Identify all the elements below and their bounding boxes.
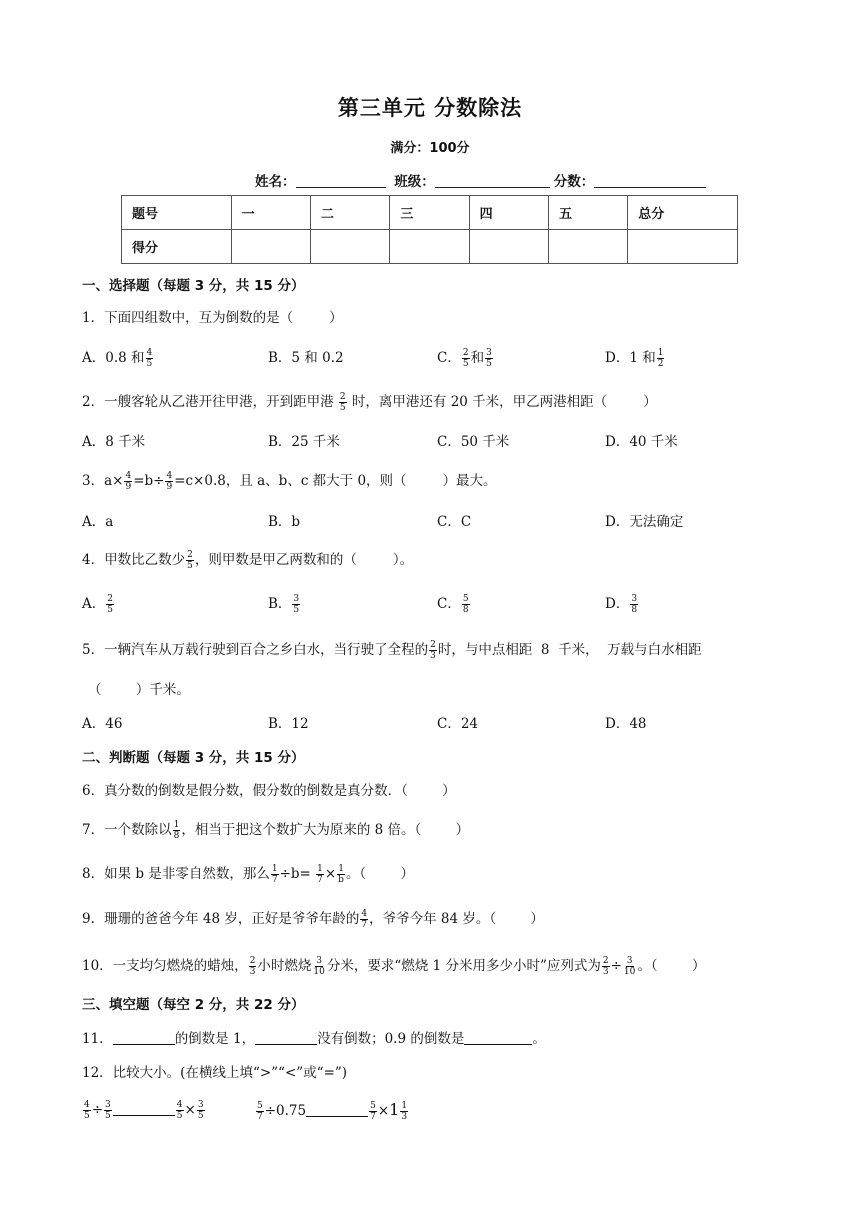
score-table-header: 总分 — [628, 196, 738, 230]
fraction: $\frac{2}{5}$ — [187, 550, 193, 571]
compare-blank[interactable] — [113, 1101, 175, 1116]
q2-option-a[interactable]: A．8 千米 — [82, 434, 146, 450]
q12-expression-2 — [255, 1100, 409, 1122]
q1-option-d[interactable] — [605, 346, 665, 369]
q9-text: 9．珊珊的爸爸今年 48 岁，正好是爷爷年龄的 — [82, 911, 360, 927]
page-title: 第三单元 分数除法 — [337, 96, 523, 120]
fraction: $\frac{2}{3}$ — [430, 640, 436, 661]
fraction: $\frac{4}{9}$ — [125, 471, 132, 492]
q5-text: 时，与中点相距 8 千米， 万载与白水相距 — [437, 642, 702, 658]
score-table-header: 四 — [469, 196, 548, 230]
q11-text: 11． — [82, 1031, 113, 1047]
fraction: $\frac{3}{5}$ — [105, 1100, 111, 1121]
fraction: $\frac{3}{8}$ — [631, 594, 638, 615]
q7-text: 7．一个数除以 — [82, 822, 172, 838]
fraction: $\frac{4}{5}$ — [176, 1100, 183, 1121]
q9-text: ，爷爷今年 84 岁。（ ） — [369, 911, 544, 927]
q8-text: × — [324, 866, 337, 882]
class-label: 班级： — [394, 174, 435, 190]
fraction: $\frac{2}{5}$ — [107, 594, 113, 615]
fraction: $\frac{1}{2}$ — [657, 348, 664, 369]
question-12: 12．比较大小。(在横线上填“>”“<”或“=”) — [82, 1065, 348, 1081]
score-cell[interactable] — [231, 230, 310, 264]
answer-blank[interactable] — [113, 1030, 175, 1045]
q8-text: 8．如果 b 是非零自然数，那么 — [82, 866, 270, 882]
q2-option-d[interactable]: D．40 千米 — [605, 434, 678, 450]
fraction: $\frac{4}{5}$ — [84, 1100, 90, 1121]
q10-text: ÷ — [610, 958, 622, 974]
score-cell[interactable] — [469, 230, 548, 264]
score-table-row — [122, 230, 738, 264]
q2-stem: 2．一艘客轮从乙港开往甲港，开到距甲港 — [82, 394, 334, 410]
q5-option-d[interactable]: D．48 — [605, 716, 647, 732]
fraction: $\frac{4}{7}$ — [361, 909, 368, 930]
q4-text: ）。 — [392, 552, 414, 568]
question-6: 6．真分数的倒数是假分数，假分数的倒数是真分数．（ ） — [82, 783, 456, 799]
fraction: $\frac{1}{3}$ — [401, 1101, 408, 1122]
operator: × — [377, 1103, 390, 1119]
q4-option-a[interactable] — [82, 592, 115, 615]
option-text: D．1 和 — [605, 350, 656, 366]
student-info-line — [255, 170, 710, 190]
section-heading-2: 二、判断题（每题 3 分，共 15 分） — [82, 750, 305, 766]
fraction: $\frac{4}{9}$ — [166, 471, 173, 492]
name-blank[interactable] — [296, 173, 386, 188]
q5-option-a[interactable]: A．46 — [82, 716, 123, 732]
score-table — [121, 195, 738, 264]
option-text: B． — [268, 596, 292, 612]
q3-text: =b÷ — [133, 473, 165, 489]
score-blank[interactable] — [594, 173, 706, 188]
question-7 — [82, 818, 469, 841]
score-table-header: 题号 — [122, 196, 232, 230]
section-heading-1: 一、选择题（每题 3 分，共 15 分） — [82, 278, 305, 294]
name-label: 姓名： — [255, 174, 296, 190]
q4-text: 4．甲数比乙数少 — [82, 552, 186, 568]
q3-option-a[interactable]: A．a — [82, 514, 114, 530]
whole-number: 1 — [389, 1100, 400, 1119]
q11-text: 。 — [532, 1031, 546, 1047]
q4-option-b[interactable] — [268, 592, 301, 615]
q8-text: 。（ ） — [345, 866, 415, 882]
score-label: 分数： — [553, 174, 595, 190]
option-text: C． — [437, 596, 461, 612]
q11-text: 没有倒数；0.9 的倒数是 — [317, 1031, 465, 1047]
score-cell[interactable] — [548, 230, 627, 264]
fraction: $\frac{3}{5}$ — [486, 348, 492, 369]
q12-expression-1 — [82, 1100, 206, 1121]
q4-text: ，则甲数是甲乙两数和的（ — [194, 552, 357, 568]
q3-text: ）最大。 — [442, 473, 497, 489]
q1-option-a[interactable] — [82, 346, 154, 369]
operator: ÷0.75 — [264, 1103, 307, 1119]
section-heading-3: 三、填空题（每空 2 分，共 22 分） — [82, 997, 305, 1013]
question-9 — [82, 907, 544, 930]
score-table-header: 三 — [390, 196, 469, 230]
score-cell[interactable] — [628, 230, 738, 264]
score-table-header: 二 — [310, 196, 389, 230]
question-5 — [82, 638, 702, 661]
q5-text: 5．一辆汽车从万载行驶到百合之乡白水，当行驶了全程的 — [82, 642, 429, 658]
q3-option-b[interactable]: B．b — [268, 514, 301, 530]
fraction: $\frac{5}{8}$ — [462, 594, 469, 615]
fraction: $\frac{1}{b}$ — [338, 864, 344, 885]
fraction: $\frac{2}{5}$ — [462, 348, 469, 369]
question-3 — [82, 469, 497, 492]
q5-line-2: （ ）千米。 — [88, 682, 190, 698]
fraction: $\frac{3}{5}$ — [293, 594, 300, 615]
score-table-header: 一 — [231, 196, 310, 230]
score-table-header-row — [122, 196, 738, 230]
fraction: $\frac{5}{7}$ — [257, 1101, 263, 1122]
fraction: $\frac{3}{5}$ — [197, 1100, 204, 1121]
score-cell[interactable] — [390, 230, 469, 264]
score-cell[interactable] — [310, 230, 389, 264]
option-text: 和 — [470, 350, 485, 366]
q8-text: ÷b= — [279, 866, 311, 882]
q7-text: ，相当于把这个数扩大为原来的 8 倍。（ ） — [181, 822, 470, 838]
fraction: $\frac{5}{7}$ — [370, 1101, 376, 1122]
q2-option-b[interactable]: B．25 千米 — [268, 434, 340, 450]
q3-option-d[interactable]: D．无法确定 — [605, 514, 684, 530]
full-score-label: 满分：100分 — [390, 141, 470, 156]
q2-tail: 时，离甲港还有 20 千米，甲乙两港相距（ — [351, 394, 608, 410]
fraction: $\frac{3}{10}$ — [623, 956, 636, 977]
question-10 — [82, 954, 705, 977]
fraction: $\frac{1}{7}$ — [317, 864, 323, 885]
q10-text: 10．一支均匀燃烧的蜡烛， — [82, 958, 248, 974]
question-8 — [82, 862, 414, 885]
score-row-label: 得分 — [122, 230, 232, 264]
question-4 — [82, 548, 413, 571]
q2-option-c[interactable]: C．50 千米 — [437, 434, 510, 450]
answer-blank[interactable] — [464, 1030, 532, 1045]
operator: × — [184, 1102, 196, 1118]
answer-blank[interactable] — [255, 1030, 317, 1045]
operator: ÷ — [91, 1102, 104, 1118]
option-text: A．0.8 和 — [82, 350, 145, 366]
q3-text: 3．a× — [82, 473, 124, 489]
class-blank[interactable] — [435, 173, 550, 188]
fraction: $\frac{4}{5}$ — [146, 348, 153, 369]
q5-option-c[interactable]: C．24 — [437, 716, 479, 732]
q1-option-c[interactable] — [437, 346, 494, 369]
q11-text: 的倒数是 1， — [174, 1031, 256, 1047]
q3-text: =c×0.8，且 a、b、c 都大于 0，则（ — [174, 473, 407, 489]
fraction: $\frac{2}{3}$ — [602, 956, 609, 977]
q1-option-b[interactable]: B．5 和 0.2 — [268, 350, 344, 366]
fraction: $\frac{2}{5}$ — [339, 392, 346, 413]
compare-blank[interactable] — [306, 1102, 368, 1117]
q10-text: 。（ ） — [637, 958, 706, 974]
q10-text: 小时燃烧 — [257, 958, 312, 974]
q1-stem: 1．下面四组数中，互为倒数的是（ — [82, 310, 294, 326]
option-text: A． — [82, 596, 106, 612]
q1-tail: ） — [329, 310, 343, 326]
option-text: C． — [437, 350, 461, 366]
question-11 — [82, 1027, 546, 1047]
score-table-header: 五 — [548, 196, 627, 230]
fraction: $\frac{3}{10}$ — [313, 956, 325, 977]
q3-option-c[interactable]: C．C — [437, 514, 472, 530]
question-1 — [82, 306, 343, 326]
q10-text: 分米，要求“燃烧 1 分米用多少小时”应列式为 — [326, 958, 601, 974]
q4-option-d[interactable] — [605, 592, 639, 615]
question-2 — [82, 390, 657, 413]
q2-close: ） — [643, 394, 657, 410]
fraction: $\frac{1}{8}$ — [173, 820, 180, 841]
q4-option-c[interactable] — [437, 592, 471, 615]
option-text: D． — [605, 596, 630, 612]
fraction: $\frac{2}{3}$ — [249, 956, 256, 977]
q5-option-b[interactable]: B．12 — [268, 716, 309, 732]
fraction: $\frac{1}{7}$ — [271, 864, 278, 885]
